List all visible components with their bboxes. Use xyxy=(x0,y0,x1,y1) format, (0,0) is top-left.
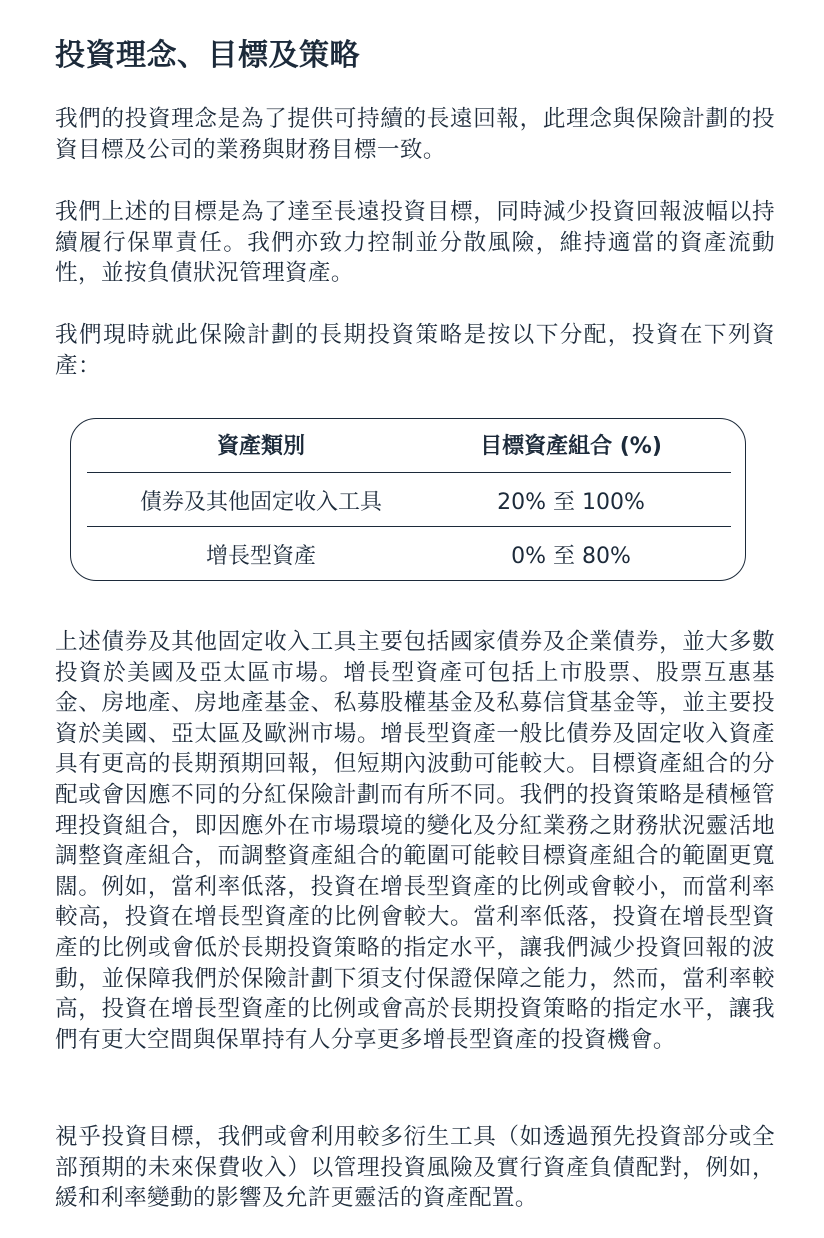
table-cell-mix: 20% 至 100% xyxy=(497,490,645,515)
column-header-target-mix: 目標資產組合 (%) xyxy=(480,434,662,459)
paragraph-objectives: 我們上述的目標是為了達至長遠投資目標，同時減少投資回報波幅以持續履行保單責任。我們亦致力控制並分散風險，維持適當的資產流動性，並按負債狀況管理資產。 xyxy=(55,199,775,287)
table-divider xyxy=(87,472,731,473)
column-header-asset-class: 資產類別 xyxy=(216,434,305,459)
table-cell-asset: 債券及其他固定收入工具 xyxy=(139,490,382,515)
paragraph-strategy-intro: 我們現時就此保險計劃的長期投資策略是按以下分配，投資在下列資產： xyxy=(55,322,775,379)
paragraph-asset-details: 上述債券及其他固定收入工具主要包括國家債券及企業債券，並大多數投資於美國及亞太區市場。增長型資產可包括上市股票、股票互惠基金、房地產、房地產基金、私募股權基金及私募信貸基金等，並主要投資於美國、亞太區及歐洲市場。增長型資產一般比債券及固定收入資產具有更高的長期預期回報，但短期內波動可能較大。目標資產組合的分配或會因應不同的分紅保險計劃而有所不同。我們的投資策略是積極管理投資組合，即因應外在市場環境的變化及分紅業務之財務狀況靈活地調整資產組合，而調整資產組合的範圍可能較目標資產組合的範圍更寬闊。例如，當利率低落，投資在增長型資產的比例或會較小，而當利率較高，投資在增長型資產的比例會較大。當利率低落，投資在增長型資產的比例或會低於長期投資策略的指定水平，讓我們減少投資回報的波動，並保障我們於保險計劃下須支付保證保障之能力，然而，當利率較高，投資在增長型資產的比例或會高於長期投資策略的指定水平，讓我們有更大空間與保單持有人分享更多增長型資產的投資機會。 xyxy=(55,629,775,1053)
paragraph-investment-philosophy: 我們的投資理念是為了提供可持續的長遠回報，此理念與保險計劃的投資目標及公司的業務與財務目標一致。 xyxy=(55,106,775,163)
paragraph-derivatives: 視乎投資目標，我們或會利用較多衍生工具（如透過預先投資部分或全部預期的未來保費收入）以管理投資風險及實行資產負債配對，例如，緩和利率變動的影響及允許更靈活的資產配置。 xyxy=(55,1124,775,1212)
page-title: 投資理念、目標及策略 xyxy=(55,38,360,73)
asset-allocation-table xyxy=(70,418,746,581)
table-cell-mix: 0% 至 80% xyxy=(511,544,631,569)
table-divider xyxy=(87,526,731,527)
table-cell-asset: 增長型資產 xyxy=(205,544,316,569)
